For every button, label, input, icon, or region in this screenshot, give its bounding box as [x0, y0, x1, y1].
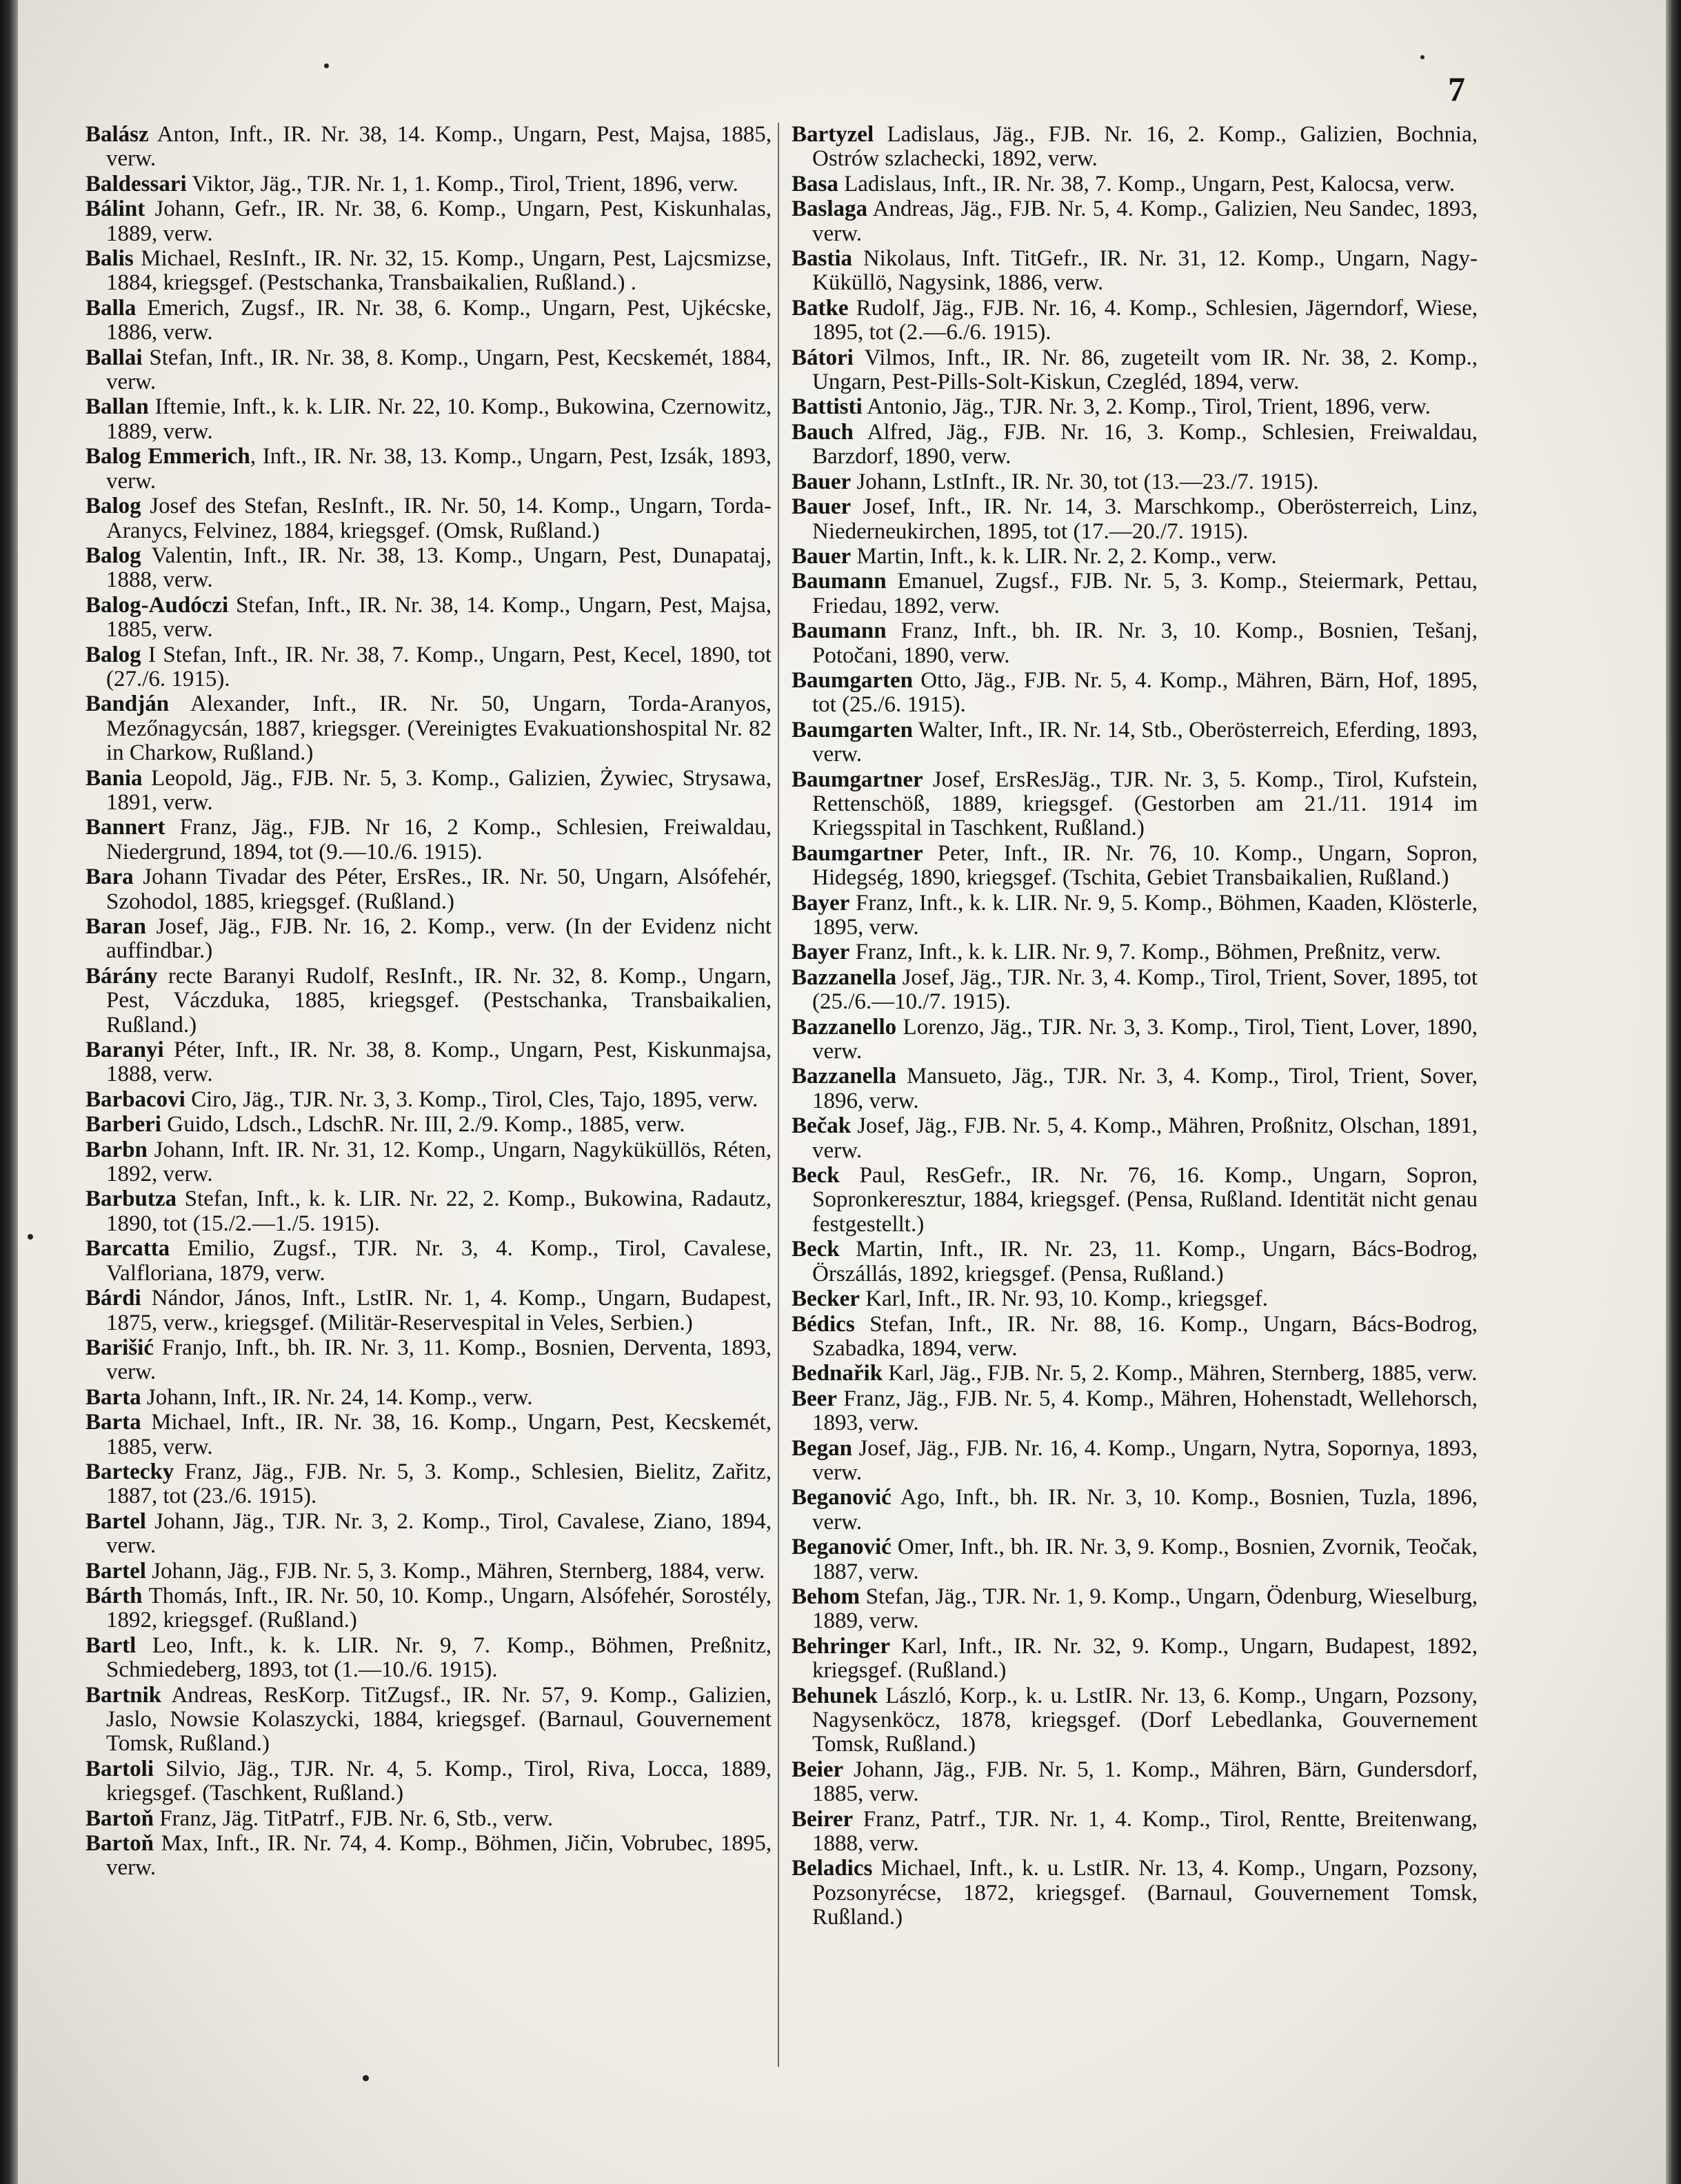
entry-details: Josef, Inft., IR. Nr. 14, 3. Marschkomp., Oberösterreich, Linz, Niederneukirchen, 1895, tot (17.—20./7. 1915).	[812, 494, 1478, 544]
register-entry	[85, 1336, 772, 1385]
entry-details: Ladislaus, Inft., IR. Nr. 38, 7. Komp., Ungarn, Pest, Kalocsa, verw.	[838, 171, 1456, 196]
entry-details: Martin, Inft., k. k. LIR. Nr. 2, 2. Komp., verw.	[851, 543, 1277, 569]
entry-surname: Bania	[85, 765, 143, 791]
entry-details: Johann, Jäg., TJR. Nr. 3, 2. Komp., Tirol, Cavalese, Ziano, 1894, verw.	[106, 1508, 772, 1559]
left-scan-edge	[0, 0, 18, 2184]
entry-surname: Bastia	[792, 246, 853, 272]
entry-details: Josef des Stefan, ResInft., IR. Nr. 50, 14. Komp., Ungarn, Torda-Aranycs, Felvinez, 1884, kriegsgef. (Omsk, Rußland.)	[106, 494, 772, 543]
entry-surname: Bazzanella	[792, 1064, 897, 1089]
entry-surname: Balla	[85, 295, 137, 321]
entry-details: Ago, Inft., bh. IR. Nr. 3, 10. Komp., Bosnien, Tuzla, 1896, verw.	[812, 1485, 1478, 1535]
entry-details: Franz, Inft., bh. IR. Nr. 3, 10. Komp., Bosnien, Tešanj, Potočani, 1890, verw.	[812, 618, 1478, 668]
entry-details: Iftemie, Inft., k. k. LIR. Nr. 22, 10. Komp., Bukowina, Czernowitz, 1889, verw.	[106, 394, 772, 444]
entry-surname: Barta	[85, 1410, 141, 1435]
entry-details: Johann, LstInft., IR. Nr. 30, tot (13.—23./7. 1915).	[851, 469, 1319, 494]
entry-surname: Baumann	[792, 569, 887, 594]
entry-surname: Balis	[85, 246, 134, 272]
entry-details: Franz, Jäg., FJB. Nr 16, 2 Komp., Schlesien, Freiwaldau, Niedergrund, 1894, tot (9.—10./6. 1915).	[106, 815, 772, 865]
register-entry	[792, 470, 1478, 494]
entry-details: recte Baranyi Rudolf, ResInft., IR. Nr. 32, 8. Komp., Ungarn, Pest, Váczduka, 1885, kriegsgef. (Pestschanka, Transbaikalien, Rußland.)	[106, 963, 772, 1038]
entry-surname: Bazzanello	[792, 1014, 897, 1040]
register-entry	[85, 692, 772, 765]
register-entry	[792, 495, 1478, 544]
left-column	[85, 123, 772, 1881]
register-entry	[85, 123, 772, 172]
entry-details: Johann Tivadar des Péter, ErsRes., IR. Nr. 50, Ungarn, Alsófehér, Szohodol, 1885, kriegsgef. (Rußland.)	[106, 865, 772, 914]
entry-details: Anton, Inft., IR. Nr. 38, 14. Komp., Ungarn, Pest, Majsa, 1885, verw.	[106, 122, 772, 172]
register-entry	[792, 1535, 1478, 1584]
register-entry	[85, 1113, 772, 1137]
entry-details: Rudolf, Jäg., FJB. Nr. 16, 4. Komp., Schlesien, Jägerndorf, Wiese, 1895, tot (2.—6./6. 1915).	[812, 295, 1478, 345]
entry-surname: Ballan	[85, 394, 149, 420]
register-entry	[85, 1386, 772, 1410]
entry-details: Leo, Inft., k. k. LIR. Nr. 9, 7. Komp., Böhmen, Preßnitz, Schmiedeberg, 1893, tot (1.—10./6. 1915).	[106, 1632, 772, 1683]
entry-details: I Stefan, Inft., IR. Nr. 38, 7. Komp., Ungarn, Pest, Kecel, 1890, tot (27./6. 1915).	[106, 642, 772, 691]
register-entry	[85, 346, 772, 395]
entry-surname: Bayer	[792, 890, 850, 916]
entry-details: Paul, ResGefr., IR. Nr. 76, 16. Komp., Ungarn, Sopron, Sopronkeresztur, 1884, kriegsgef. (Pensa, Rußland. Identität nicht genau festgestellt.)	[812, 1163, 1478, 1237]
register-entry	[85, 296, 772, 345]
register-entry	[85, 1237, 772, 1286]
entry-surname: Balog-Audóczi	[85, 592, 229, 618]
entry-details: Stefan, Inft., IR. Nr. 38, 14. Komp., Ungarn, Pest, Majsa, 1885, verw.	[106, 592, 772, 643]
register-entry	[792, 197, 1478, 246]
entry-surname: Ballai	[85, 345, 143, 370]
entry-surname: Bazzanella	[792, 964, 897, 990]
page-number: 7	[1448, 70, 1465, 108]
entry-details: Johann, Jäg., FJB. Nr. 5, 1. Komp., Mähren, Bärn, Gundersdorf, 1885, verw.	[812, 1757, 1478, 1807]
register-entry	[792, 1064, 1478, 1113]
entry-surname: Beer	[792, 1386, 837, 1411]
entry-details: Leopold, Jäg., FJB. Nr. 5, 3. Komp., Galizien, Żywiec, Strysawa, 1891, verw.	[106, 765, 772, 815]
register-entry	[85, 395, 772, 444]
entry-details: Franz, Inft., k. k. LIR. Nr. 9, 7. Komp., Böhmen, Preßnitz, verw.	[849, 940, 1441, 965]
entry-surname: Baran	[85, 914, 147, 939]
entry-details: Otto, Jäg., FJB. Nr. 5, 4. Komp., Mähren, Bärn, Hof, 1895, tot (25./6. 1915).	[812, 667, 1478, 718]
entry-surname: Baranyi	[85, 1038, 164, 1063]
entry-surname: Bartoň	[85, 1831, 154, 1857]
register-entry	[85, 1038, 772, 1087]
register-entry	[792, 123, 1478, 172]
register-entry	[792, 1857, 1478, 1930]
entry-details: Emanuel, Zugsf., FJB. Nr. 5, 3. Komp., Steiermark, Pettau, Friedau, 1892, verw.	[812, 569, 1478, 618]
register-entry	[792, 1808, 1478, 1857]
entry-surname: Bayer	[792, 940, 850, 965]
entry-surname: Beck	[792, 1237, 840, 1262]
entry-details: Guido, Ldsch., LdschR. Nr. III, 2./9. Komp., 1885, verw.	[161, 1112, 685, 1138]
register-entry	[792, 346, 1478, 395]
entry-surname: Bauer	[792, 543, 852, 569]
register-entry	[792, 1362, 1478, 1386]
register-entry	[85, 816, 772, 865]
entry-surname: Bartel	[85, 1508, 146, 1534]
register-entry	[792, 1015, 1478, 1064]
entry-details: Thomás, Inft., IR. Nr. 50, 10. Komp., Ungarn, Alsófehér, Sorostély, 1892, kriegsgef. (Rußland.)	[106, 1583, 772, 1633]
entry-surname: Barberi	[85, 1112, 161, 1138]
entry-surname: Bauch	[792, 419, 854, 445]
entry-details: Stefan, Inft., k. k. LIR. Nr. 22, 2. Komp., Bukowina, Radautz, 1890, tot (15./2.—1./5. 1915).	[106, 1186, 772, 1236]
register-entry	[85, 865, 772, 914]
entry-details: Franz, Patrf., TJR. Nr. 1, 4. Komp., Tirol, Rentte, Breitenwang, 1888, verw.	[812, 1806, 1478, 1857]
entry-surname: Bara	[85, 865, 134, 890]
entry-details: Andreas, Jäg., FJB. Nr. 5, 4. Komp., Galizien, Neu Sandec, 1893, verw.	[812, 196, 1478, 246]
entry-details: Franz, Inft., k. k. LIR. Nr. 9, 5. Komp., Böhmen, Kaaden, Klösterle, 1895, verw.	[812, 890, 1478, 940]
entry-details: Karl, Inft., IR. Nr. 32, 9. Komp., Ungarn, Budapest, 1892, kriegsgef. (Rußland.)	[812, 1633, 1478, 1684]
entry-details: Franjo, Inft., bh. IR. Nr. 3, 11. Komp., Bosnien, Derventa, 1893, verw.	[106, 1335, 772, 1385]
entry-surname: Bandján	[85, 691, 170, 717]
register-entry	[792, 1684, 1478, 1757]
entry-surname: Bauer	[792, 494, 852, 520]
entry-details: László, Korp., k. u. LstIR. Nr. 13, 6. Komp., Ungarn, Pozsony, Nagysenköcz, 1878, kriegsgef. (Dorf Lebedlanka, Gouvernement Tomsk, Rußland.)	[812, 1683, 1478, 1757]
register-entry	[85, 197, 772, 246]
entry-details: Josef, Jäg., FJB. Nr. 16, 2. Komp., verw. (In der Evidenz nicht auffindbar.)	[106, 914, 772, 964]
register-entry	[792, 1387, 1478, 1436]
register-entry	[85, 1684, 772, 1757]
entry-surname: Beganović	[792, 1535, 892, 1560]
entry-surname: Balog	[85, 642, 141, 667]
entry-details: Viktor, Jäg., TJR. Nr. 1, 1. Komp., Tirol, Trient, 1896, verw.	[186, 171, 738, 196]
register-entry	[85, 1410, 772, 1459]
right-scan-edge	[1666, 0, 1681, 2184]
entry-details: Franz, Jäg. TitPatrf., FJB. Nr. 6, Stb., verw.	[154, 1806, 554, 1831]
register-entry	[792, 1635, 1478, 1684]
register-entry	[792, 619, 1478, 668]
entry-details: Max, Inft., IR. Nr. 74, 4. Komp., Böhmen, Jičin, Vobrubec, 1895, verw.	[106, 1831, 772, 1881]
register-entry	[85, 1187, 772, 1236]
register-entry	[85, 1559, 772, 1584]
entry-details: Lorenzo, Jäg., TJR. Nr. 3, 3. Komp., Tirol, Tient, Lover, 1890, verw.	[812, 1014, 1478, 1064]
entry-details: Michael, Inft., IR. Nr. 38, 16. Komp., Ungarn, Pest, Kecskemét, 1885, verw.	[106, 1410, 772, 1459]
entry-surname: Balog	[85, 543, 141, 568]
register-entry	[792, 940, 1478, 964]
register-entry	[792, 966, 1478, 1015]
entry-details: Antonio, Jäg., TJR. Nr. 3, 2. Komp., Tirol, Trient, 1896, verw.	[862, 394, 1431, 420]
register-entry	[85, 544, 772, 593]
register-entry	[792, 172, 1478, 196]
column-divider	[778, 123, 779, 2067]
register-entry	[85, 1286, 772, 1335]
entry-details: Valentin, Inft., IR. Nr. 38, 13. Komp., Ungarn, Pest, Dunapataj, 1888, verw.	[106, 543, 772, 593]
entry-details: Franz, Jäg., FJB. Nr. 5, 3. Komp., Schlesien, Bielitz, Zařitz, 1887, tot (23./6. 1915).	[106, 1459, 772, 1509]
register-entry	[792, 842, 1478, 891]
entry-details: Stefan, Inft., IR. Nr. 88, 16. Komp., Ungarn, Bács-Bodrog, Szabadka, 1894, verw.	[812, 1311, 1478, 1361]
entry-surname: Bédics	[792, 1311, 855, 1337]
entry-details: Ladislaus, Jäg., FJB. Nr. 16, 2. Komp., Galizien, Bochnia, Ostrów szlachecki, 1892, verw.	[812, 122, 1478, 172]
register-entry	[85, 1584, 772, 1633]
entry-details: Josef, ErsResJäg., TJR. Nr. 3, 5. Komp., Tirol, Kufstein, Rettenschöß, 1889, kriegsgef. (Gestorben am 21./11. 1914 im Kriegsspital in Taschkent, Rußland.)	[812, 767, 1478, 841]
entry-details: Josef, Jäg., FJB. Nr. 5, 4. Komp., Mähren, Proßnitz, Olschan, 1891, verw.	[812, 1113, 1478, 1163]
entry-surname: Beladics	[792, 1856, 873, 1881]
register-entry	[792, 768, 1478, 841]
entry-surname: Barbutza	[85, 1186, 177, 1212]
register-entry	[85, 1757, 772, 1806]
entry-details: , Inft., IR. Nr. 38, 13. Komp., Ungarn, Pest, Izsák, 1893, verw.	[106, 444, 772, 494]
register-entry	[792, 1164, 1478, 1237]
entry-surname: Baldessari	[85, 171, 187, 196]
register-entry	[792, 296, 1478, 345]
register-entry	[85, 1510, 772, 1559]
entry-surname: Beck	[792, 1163, 840, 1189]
entry-surname: Bárth	[85, 1583, 143, 1608]
register-entry	[792, 1237, 1478, 1286]
entry-details: Ciro, Jäg., TJR. Nr. 3, 3. Komp., Tirol, Cles, Tajo, 1895, verw.	[185, 1086, 758, 1112]
entry-surname: Bartecky	[85, 1459, 174, 1484]
scan-speck	[363, 2075, 369, 2081]
entry-surname: Barcatta	[85, 1236, 170, 1262]
entry-details: Stefan, Jäg., TJR. Nr. 1, 9. Komp., Ungarn, Ödenburg, Wieselburg, 1889, verw.	[812, 1584, 1478, 1634]
entry-details: Karl, Jäg., FJB. Nr. 5, 2. Komp., Mähren, Sternberg, 1885, verw.	[883, 1361, 1478, 1386]
entry-details: Johann, Inft. IR. Nr. 31, 12. Komp., Ungarn, Nagyküküllös, Réten, 1892, verw.	[106, 1137, 772, 1187]
entry-surname: Bartyzel	[792, 122, 874, 147]
entry-surname: Behunek	[792, 1683, 878, 1708]
entry-surname: Barišić	[85, 1335, 154, 1360]
scan-speck	[324, 63, 329, 68]
entry-surname: Baumgarten	[792, 717, 913, 742]
register-entry	[792, 247, 1478, 296]
entry-details: Josef, Jäg., TJR. Nr. 3, 4. Komp., Tirol, Trient, Sover, 1895, tot (25./6.—10./7. 1915).	[812, 964, 1478, 1015]
entry-surname: Beirer	[792, 1806, 854, 1832]
entry-surname: Basa	[792, 171, 838, 196]
register-entry	[792, 421, 1478, 469]
entry-surname: Bannert	[85, 815, 165, 840]
entry-surname: Bednařik	[792, 1361, 883, 1386]
entry-surname: Bárány	[85, 963, 158, 989]
register-entry	[85, 172, 772, 196]
entry-surname: Bartnik	[85, 1682, 162, 1708]
register-entry	[85, 1088, 772, 1112]
right-column	[792, 123, 1478, 1931]
entry-surname: Bauer	[792, 469, 852, 494]
entry-details: Johann, Jäg., FJB. Nr. 5, 3. Komp., Mähren, Sternberg, 1884, verw.	[145, 1558, 765, 1584]
entry-details: Walter, Inft., IR. Nr. 14, Stb., Oberösterreich, Eferding, 1893, verw.	[812, 717, 1478, 767]
register-entry	[85, 767, 772, 816]
entry-details: Michael, Inft., k. u. LstIR. Nr. 13, 4. Komp., Ungarn, Pozsony, Pozsonyrécse, 1872, kriegsgef. (Barnaul, Gouvernement Tomsk, Rußland.)	[812, 1856, 1478, 1930]
entry-details: Alexander, Inft., IR. Nr. 50, Ungarn, Torda-Aranyos, Mezőnagycsán, 1887, kriegsger. (Vereinigtes Evakuationshospital Nr. 82 in Charkow, Rußland.)	[106, 691, 772, 766]
entry-details: Mansueto, Jäg., TJR. Nr. 3, 4. Komp., Tirol, Trient, Sover, 1896, verw.	[812, 1064, 1478, 1113]
register-entry	[792, 718, 1478, 767]
entry-surname: Bartoň	[85, 1806, 154, 1831]
register-entry	[792, 1486, 1478, 1535]
entry-surname: Behom	[792, 1584, 860, 1609]
scan-speck	[28, 1234, 33, 1240]
entry-details: Alfred, Jäg., FJB. Nr. 16, 3. Komp., Schlesien, Freiwaldau, Barzdorf, 1890, verw.	[812, 419, 1478, 469]
entry-details: Nándor, János, Inft., LstIR. Nr. 1, 4. Komp., Ungarn, Budapest, 1875, verw., kriegsgef. (Militär-Reservespital in Veles, Serbien.)	[106, 1286, 772, 1335]
register-entry	[792, 1287, 1478, 1311]
register-entry	[792, 1437, 1478, 1486]
register-entry	[792, 1758, 1478, 1807]
entry-surname: Bartel	[85, 1558, 146, 1584]
entry-surname: Baumgarten	[792, 667, 913, 693]
entry-details: Nikolaus, Inft. TitGefr., IR. Nr. 31, 12. Komp., Ungarn, Nagy-Küküllö, Nagysink, 1886, verw.	[812, 246, 1478, 296]
entry-surname: Batke	[792, 295, 849, 321]
entry-surname: Bartoli	[85, 1756, 154, 1781]
entry-details: Michael, ResInft., IR. Nr. 32, 15. Komp., Ungarn, Pest, Lajcsmizse, 1884, kriegsgef. (Pestschanka, Transbaikalien, Rußland.) .	[106, 246, 772, 296]
entry-details: Silvio, Jäg., TJR. Nr. 4, 5. Komp., Tirol, Riva, Locca, 1889, kriegsgef. (Taschkent, Rußland.)	[106, 1756, 772, 1806]
entry-surname: Baumann	[792, 618, 887, 644]
register-entry	[85, 1832, 772, 1881]
entry-surname: Behringer	[792, 1633, 890, 1659]
register-entry	[85, 964, 772, 1038]
register-entry	[792, 1313, 1478, 1362]
entry-surname: Beier	[792, 1757, 844, 1782]
entry-details: Franz, Jäg., FJB. Nr. 5, 4. Komp., Mähren, Hohenstadt, Wellehorsch, 1893, verw.	[812, 1386, 1478, 1436]
entry-surname: Bartl	[85, 1632, 137, 1658]
entry-details: Peter, Inft., IR. Nr. 76, 10. Komp., Ungarn, Sopron, Hidegség, 1890, kriegsgef. (Tschita, Gebiet Transbaikalien, Rußland.)	[812, 840, 1478, 891]
entry-details: Andreas, ResKorp. TitZugsf., IR. Nr. 57, 9. Komp., Galizien, Jaslo, Nowsie Kolaszycki, 1884, kriegsgef. (Barnaul, Gouvernement Tomsk, Rußland.)	[106, 1682, 772, 1757]
entry-surname: Balog	[85, 494, 141, 519]
scan-speck	[1420, 55, 1425, 59]
entry-surname: Baslaga	[792, 196, 868, 222]
entry-details: Johann, Gefr., IR. Nr. 38, 6. Komp., Ungarn, Pest, Kiskunhalas, 1889, verw.	[106, 196, 772, 246]
register-entry	[85, 1634, 772, 1683]
register-entry	[85, 915, 772, 964]
entry-details: Josef, Jäg., FJB. Nr. 16, 4. Komp., Ungarn, Nytra, Sopornya, 1893, verw.	[812, 1435, 1478, 1485]
entry-surname: Balog Emmerich	[85, 444, 250, 469]
entry-details: Omer, Inft., bh. IR. Nr. 3, 9. Komp., Bosnien, Zvornik, Teočak, 1887, verw.	[812, 1535, 1478, 1584]
register-entry	[792, 545, 1478, 569]
register-entry	[85, 494, 772, 543]
register-entry	[85, 1138, 772, 1187]
entry-surname: Bátori	[792, 345, 854, 370]
entry-surname: Bečak	[792, 1113, 852, 1139]
entry-details: Stefan, Inft., IR. Nr. 38, 8. Komp., Ungarn, Pest, Kecskemét, 1884, verw.	[106, 345, 772, 395]
entry-surname: Baumgartner	[792, 767, 923, 792]
register-entry	[85, 594, 772, 643]
entry-details: Martin, Inft., IR. Nr. 23, 11. Komp., Ungarn, Bács-Bodrog, Örszállás, 1892, kriegsgef. (Pensa, Rußland.)	[812, 1237, 1478, 1286]
entry-details: Péter, Inft., IR. Nr. 38, 8. Komp., Ungarn, Pest, Kiskunmajsa, 1888, verw.	[106, 1038, 772, 1087]
entry-surname: Bárdi	[85, 1286, 141, 1311]
register-entry	[85, 445, 772, 494]
entry-surname: Becker	[792, 1286, 860, 1312]
entry-surname: Bálint	[85, 196, 145, 222]
entry-details: Emilio, Zugsf., TJR. Nr. 3, 4. Komp., Tirol, Cavalese, Valfloriana, 1879, verw.	[106, 1236, 772, 1286]
register-entry	[792, 891, 1478, 940]
register-entry	[85, 1460, 772, 1509]
register-entry	[85, 1807, 772, 1831]
entry-surname: Baumgartner	[792, 840, 923, 866]
entry-surname: Beganović	[792, 1485, 892, 1510]
entry-details: Emerich, Zugsf., IR. Nr. 38, 6. Komp., Ungarn, Pest, Ujkécske, 1886, verw.	[106, 295, 772, 345]
entry-surname: Battisti	[792, 394, 863, 420]
entry-surname: Began	[792, 1435, 853, 1461]
entry-surname: Barbacovi	[85, 1086, 185, 1112]
entry-details: Johann, Inft., IR. Nr. 24, 14. Komp., verw.	[141, 1384, 533, 1410]
entry-surname: Barbn	[85, 1137, 148, 1162]
register-entry	[792, 669, 1478, 718]
entry-details: Vilmos, Inft., IR. Nr. 86, zugeteilt vom IR. Nr. 38, 2. Komp., Ungarn, Pest-Pills-Solt-Kiskun, Czegléd, 1894, verw.	[812, 345, 1478, 395]
register-entry	[85, 643, 772, 692]
register-entry	[85, 247, 772, 296]
register-entry	[792, 1114, 1478, 1163]
register-entry	[792, 395, 1478, 419]
register-entry	[792, 1585, 1478, 1634]
register-entry	[792, 569, 1478, 618]
entry-surname: Balász	[85, 122, 149, 147]
entry-details: Karl, Inft., IR. Nr. 93, 10. Komp., kriegsgef.	[859, 1286, 1269, 1312]
entry-surname: Barta	[85, 1384, 141, 1410]
